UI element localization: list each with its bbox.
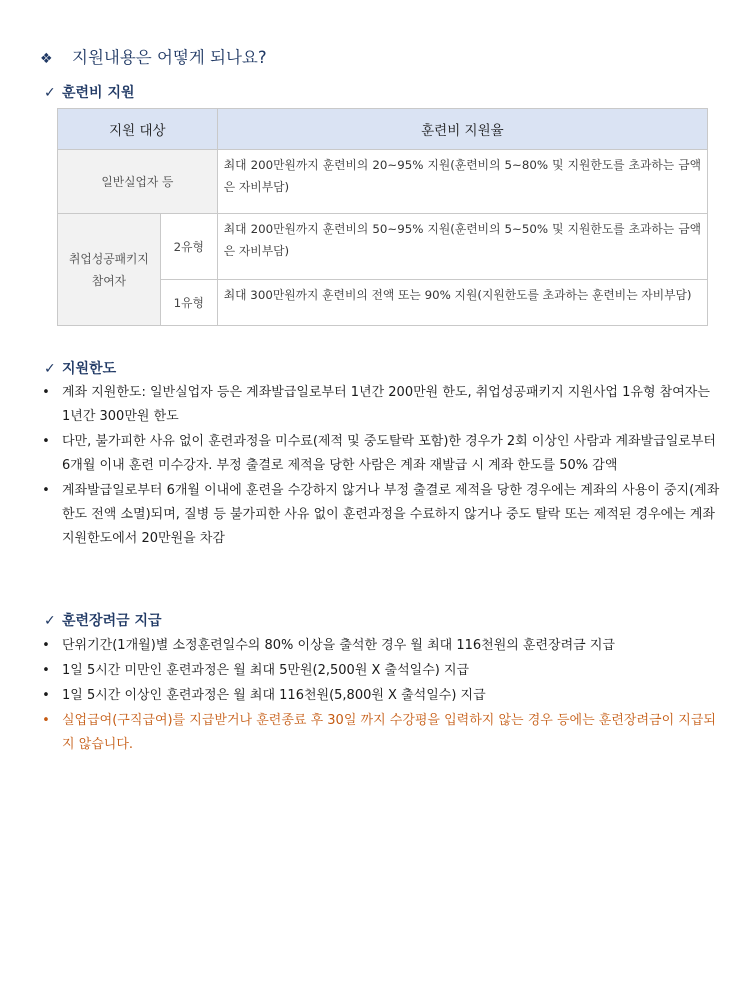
list-item: • 단위기간(1개월)별 소정훈련일수의 80% 이상을 출석한 경우 월 최대 116천원의 훈련장려금 지급 [40, 634, 720, 658]
check-icon: ✓ [44, 613, 56, 629]
table-row [58, 150, 708, 214]
list-item: • 1일 5시간 미만인 훈련과정은 월 최대 5만원(2,500원 X 출석일수) 지급 [40, 659, 720, 683]
table-row [58, 214, 708, 280]
list-item: • 다만, 불가피한 사유 없이 훈련과정을 미수료(제적 및 중도탈락 포함)한 경우가 2회 이상인 사람과 계좌발급일로부터 6개월 이내 훈련 미수강자. 부정 출결로 제적을 당한 사람은 계좌 재발급 시 계좌 한도를 50% 감액 [40, 430, 720, 478]
list-item: • 계좌 지원한도: 일반실업자 등은 계좌발급일로부터 1년간 200만원 한도, 취업성공패키지 지원사업 1유형 참여자는 1년간 300만원 한도 [40, 381, 720, 429]
section-heading-fee-text: 훈련비 지원 [62, 85, 135, 101]
list-item: • 계좌발급일로부터 6개월 이내에 훈련을 수강하지 않거나 부정 출결로 제적을 당한 경우에는 계좌의 사용이 중지(계좌한도 전액 소멸)되며, 질병 등 불가피한 사유 없이 훈련과정을 수료하지 않거나 중도 탈락 또는 제적된 경우에는 계좌 지원한도에서 20만원을 차감 [40, 479, 720, 551]
table-header-row [58, 109, 708, 150]
row-target-general: 일반실업자 등 [58, 150, 218, 214]
bullet-icon: • [42, 713, 50, 728]
limit-list [40, 381, 720, 552]
support-table [57, 108, 708, 326]
page-title [40, 44, 267, 68]
bullet-icon: • [42, 385, 50, 400]
allowance-list [40, 634, 720, 758]
list-item: • 1일 5시간 이상인 훈련과정은 월 최대 116천원(5,800원 X 출석일수) 지급 [40, 684, 720, 708]
row-type2-label: 2유형 [160, 214, 217, 280]
header-target: 지원 대상 [58, 109, 218, 150]
section-heading-limit [44, 358, 116, 378]
row-type1-label: 1유형 [160, 280, 217, 326]
section-heading-fee [44, 82, 135, 102]
row-type2-rate: 최대 200만원까지 훈련비의 50~95% 지원(훈련비의 5~50% 및 지원한도를 초과하는 금액은 자비부담) [217, 214, 707, 280]
bullet-icon: • [42, 434, 50, 449]
section-heading-allowance-text: 훈련장려금 지급 [62, 613, 162, 629]
row-type1-rate: 최대 300만원까지 훈련비의 전액 또는 90% 지원(지원한도를 초과하는 훈련비는 자비부담) [217, 280, 707, 326]
bullet-icon: • [42, 663, 50, 678]
check-icon: ✓ [44, 85, 56, 101]
page-title-text: 지원내용은 어떻게 되나요? [72, 48, 267, 67]
bullet-icon: • [42, 688, 50, 703]
check-icon: ✓ [44, 361, 56, 377]
section-heading-allowance [44, 610, 162, 630]
bullet-icon: • [42, 483, 50, 498]
list-item-notice: • 실업급여(구직급여)를 지급받거나 훈련종료 후 30일 까지 수강평을 입력하지 않는 경우 등에는 훈련장려금이 지급되지 않습니다. [40, 709, 720, 757]
section-heading-limit-text: 지원한도 [62, 361, 117, 377]
header-rate: 훈련비 지원율 [217, 109, 707, 150]
row-rate-general: 최대 200만원까지 훈련비의 20~95% 지원(훈련비의 5~80% 및 지원한도를 초과하는 금액은 자비부담) [217, 150, 707, 214]
row-target-package: 취업성공패키지 참여자 [58, 214, 161, 326]
bullet-icon: • [42, 638, 50, 653]
diamond-bullet-icon: ❖ [40, 51, 53, 67]
